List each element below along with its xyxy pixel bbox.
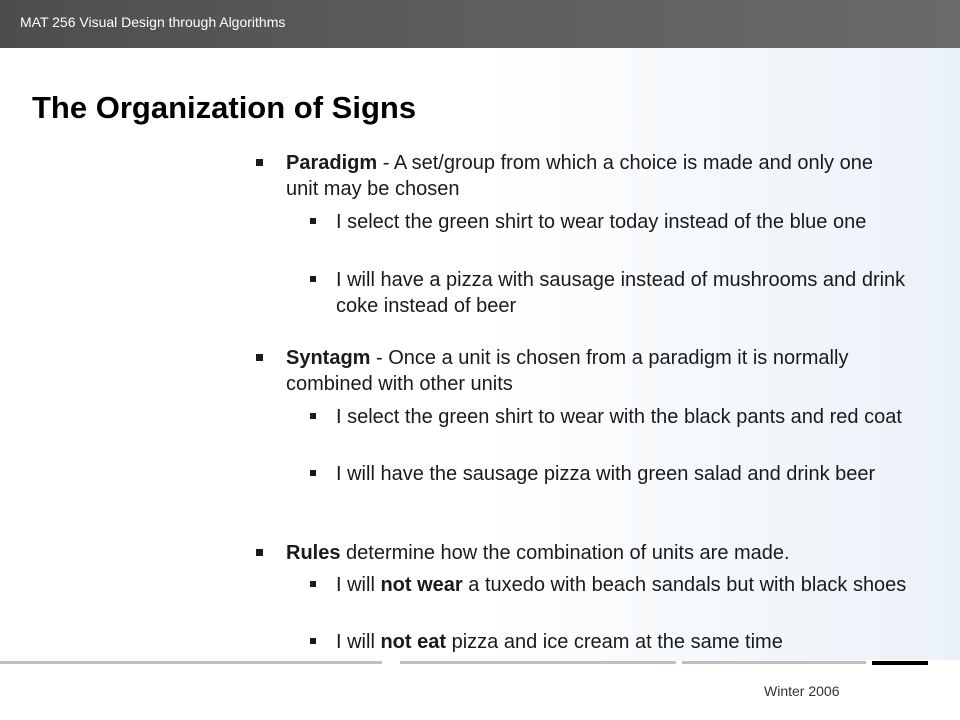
term-paradigm: Paradigm	[286, 152, 378, 174]
definition-syntagm: - Once a unit is chosen from a paradigm it is normally combined with other units	[286, 347, 849, 395]
example-paradigm-2: I will have a pizza with sausage instead of mushrooms and drink coke instead of beer	[336, 267, 916, 319]
bullet-syntagm	[286, 345, 901, 397]
header-bar	[0, 0, 960, 48]
slide-title: The Organization of Signs	[32, 90, 417, 125]
footer-divider	[400, 661, 676, 664]
square-bullet-icon	[310, 276, 316, 282]
example-syntagm-1: I select the green shirt to wear with the black pants and red coat	[336, 404, 916, 430]
footer-term: Winter 2006	[764, 683, 840, 699]
example-rules-2: I will not eat pizza and ice cream at the same time	[336, 629, 916, 655]
footer-divider-accent	[872, 661, 928, 665]
example-rules-1: I will not wear a tuxedo with beach sandals but with black shoes	[336, 572, 916, 598]
square-bullet-icon	[256, 549, 263, 556]
footer-divider	[0, 661, 382, 664]
course-title: MAT 256 Visual Design through Algorithms	[20, 14, 286, 30]
footer-divider	[682, 661, 866, 664]
example-syntagm-2: I will have the sausage pizza with green salad and drink beer	[336, 461, 916, 487]
square-bullet-icon	[256, 159, 263, 166]
term-rules: Rules	[286, 542, 341, 564]
square-bullet-icon	[310, 470, 316, 476]
square-bullet-icon	[310, 218, 316, 224]
square-bullet-icon	[310, 581, 316, 587]
bullet-paradigm	[286, 150, 901, 202]
bullet-rules	[286, 540, 901, 566]
example-paradigm-1: I select the green shirt to wear today instead of the blue one	[336, 209, 916, 235]
definition-paradigm: - A set/group from which a choice is made and only one unit may be chosen	[286, 152, 873, 200]
square-bullet-icon	[256, 354, 263, 361]
term-syntagm: Syntagm	[286, 347, 371, 369]
square-bullet-icon	[310, 638, 316, 644]
definition-rules: determine how the combination of units are made.	[340, 542, 790, 564]
square-bullet-icon	[310, 413, 316, 419]
